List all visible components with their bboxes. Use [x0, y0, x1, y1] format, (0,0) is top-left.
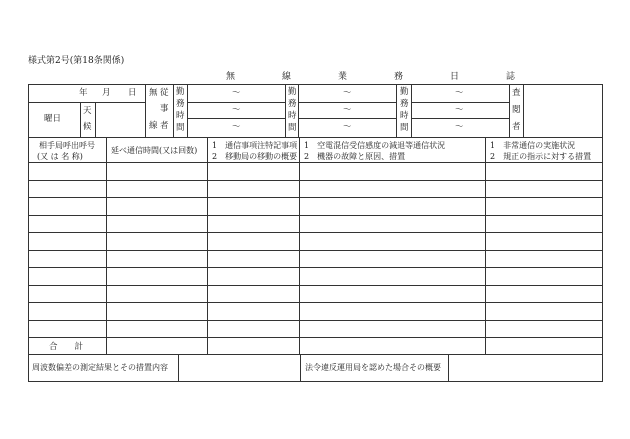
form-label: 様式第2号(第18条関係) — [28, 56, 125, 66]
weekday-label: 曜日 — [44, 114, 62, 124]
month-label: 月 — [102, 88, 111, 98]
work-hours-tilde: 〜 — [343, 88, 352, 98]
document-title: 無 線 業 務 日 誌 — [226, 72, 535, 82]
day-label: 日 — [128, 88, 137, 98]
footer-right-label: 法令違反運用局を認めた場合その概要 — [305, 363, 441, 372]
work-hours-tilde: 〜 — [455, 122, 464, 132]
work-hours-tilde: 〜 — [232, 122, 241, 132]
year-label: 年 — [79, 88, 88, 98]
work-hours-tilde: 〜 — [343, 122, 352, 132]
work-hours-tilde: 〜 — [343, 105, 352, 115]
table-row-line — [28, 354, 602, 355]
work-hours-tilde: 〜 — [455, 88, 464, 98]
work-hours-tilde: 〜 — [232, 88, 241, 98]
table-row-line — [28, 197, 602, 198]
footer-left-label: 周波数偏差の測定結果とその措置内容 — [32, 363, 168, 372]
table-row-line — [28, 302, 602, 303]
weather-label-1: 天 — [83, 106, 92, 116]
total-label: 合 計 — [49, 342, 84, 352]
table-row-line — [28, 232, 602, 233]
work-hours-tilde: 〜 — [455, 105, 464, 115]
table-row-line — [28, 162, 602, 163]
work-hours-tilde: 〜 — [232, 105, 241, 115]
table-row-line — [28, 337, 602, 338]
table-row-line — [28, 267, 602, 268]
table-row-line — [28, 215, 602, 216]
column-header-duration: 延べ通信時間(又は回数) — [111, 146, 198, 155]
table-row-line — [28, 250, 602, 251]
weather-label-2: 候 — [83, 122, 92, 132]
table-row-line — [28, 180, 602, 181]
table-row-line — [28, 285, 602, 286]
table-row-line — [28, 320, 602, 321]
